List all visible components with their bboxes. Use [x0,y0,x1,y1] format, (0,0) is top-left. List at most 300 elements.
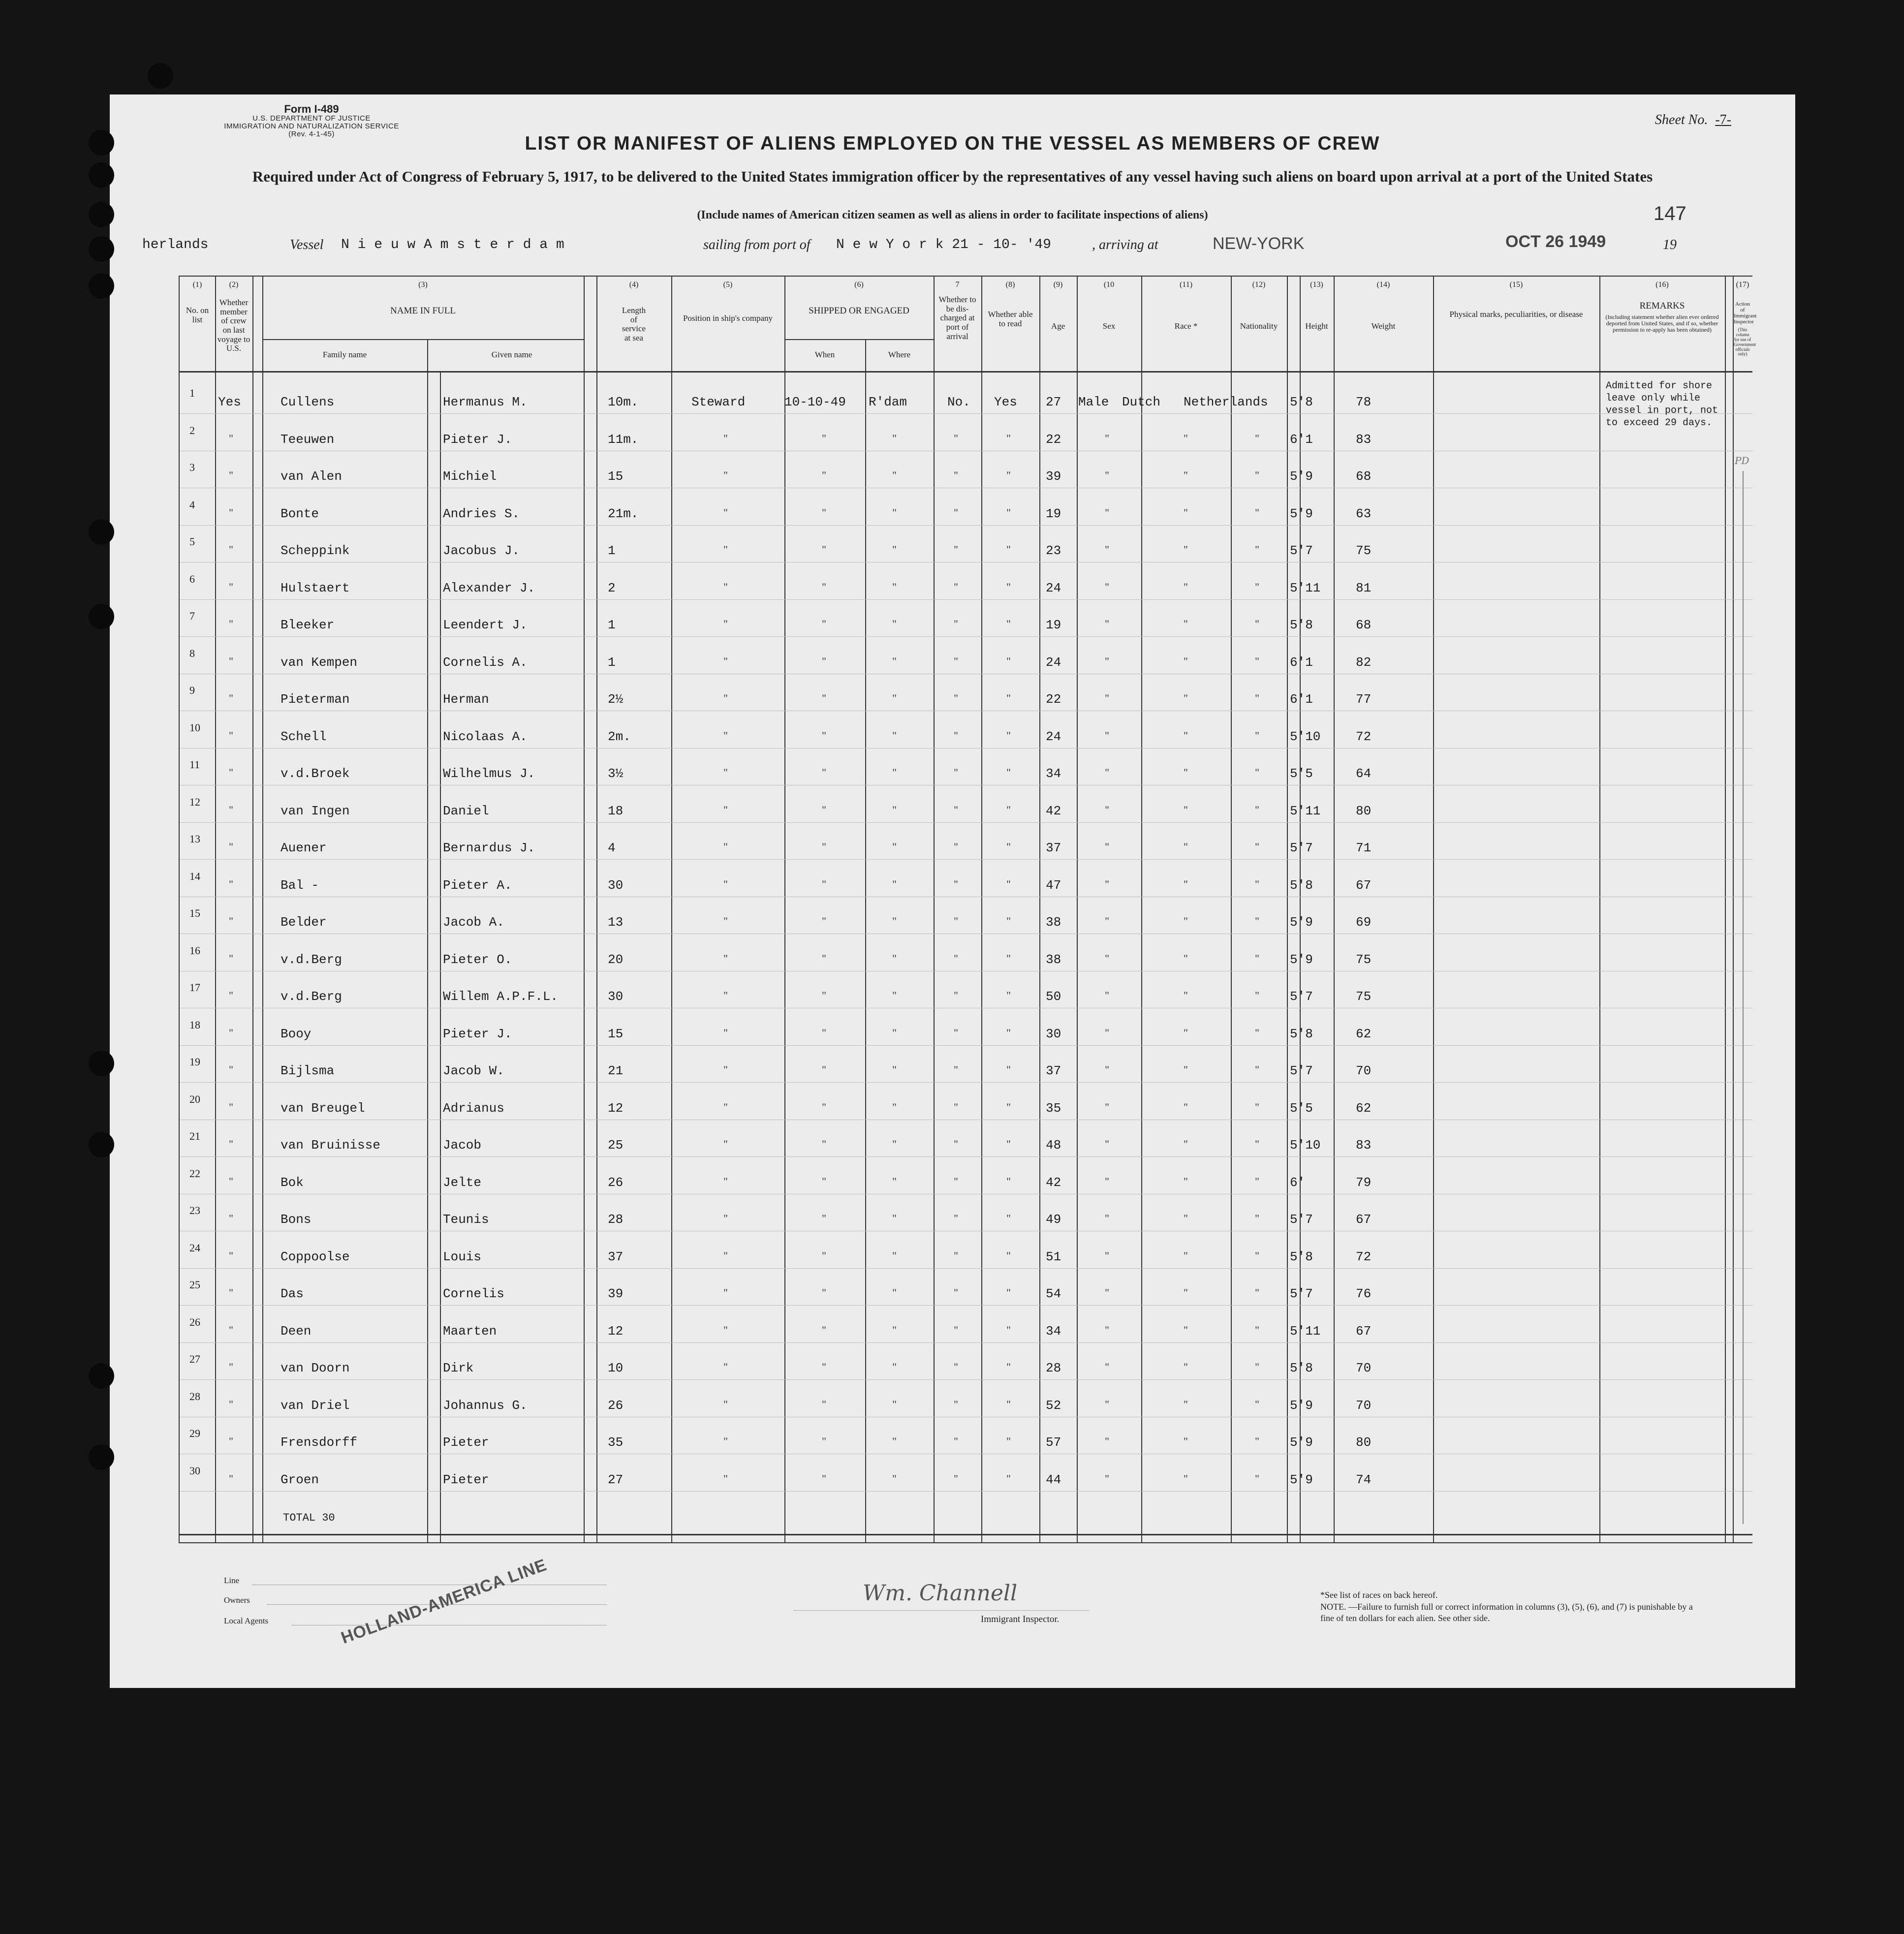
local-agents-label: Local Agents [224,1616,269,1625]
cell-when: " [822,580,826,593]
cell-height: 6'1 [1290,432,1313,447]
cell-race: " [1184,1138,1188,1150]
cell-nationality: " [1255,1063,1259,1076]
cell-read: " [1006,989,1011,1001]
cell-read: " [1006,1398,1011,1410]
cell-service: 4 [608,841,616,855]
penalty-note: NOTE. —Failure to furnish full or correct information in columns (3), (5), (6), and (7) is punishable by a fine of ten dollars for each alien. See other side. [1320,1602,1693,1623]
col8-number: (8) [1005,281,1015,289]
col-divider [1433,277,1434,1542]
cell-discharged: " [954,618,958,630]
cell-no: 15 [189,907,200,919]
cell-given: Michiel [443,469,497,484]
cell-prev: " [229,543,233,556]
cell-race: " [1184,1398,1188,1410]
cell-read: " [1006,1175,1011,1187]
cell-prev: " [229,1063,233,1076]
cell-weight: 72 [1356,1249,1372,1264]
cell-race: " [1184,1063,1188,1076]
row-rule [180,859,1752,860]
arrival-date-stamp: OCT 26 1949 [1505,232,1606,251]
cell-age: 48 [1046,1138,1061,1153]
cell-given: Jacob [443,1138,482,1153]
sheet-number [1655,112,1731,128]
cell-discharged: " [954,1249,958,1262]
col-divider [1287,277,1288,1542]
cell-given: Wilhelmus J. [443,766,535,781]
cell-weight: 80 [1356,1435,1372,1450]
cell-given: Pieter [443,1435,489,1450]
cell-prev: " [229,877,233,890]
cell-height: 5'7 [1290,989,1313,1004]
cell-where: " [892,877,897,890]
cell-when: " [822,1026,826,1039]
cell-when: " [822,766,826,779]
col1-header: No. on list [186,306,209,324]
cell-discharged: " [954,432,958,444]
vessel-line [142,232,1766,257]
cell-when: " [822,1212,826,1224]
cell-service: 30 [608,989,624,1004]
cell-nationality: " [1255,952,1259,965]
cell-where: " [892,1472,897,1485]
col16-note: (Including statement whether alien ever ordered deported from United States, and if so, whether permission to re-apply has been obtained) [1605,313,1719,334]
col17-number: (17) [1736,281,1749,289]
cell-age: 28 [1046,1361,1061,1375]
cell-read: " [1006,803,1011,816]
cell-read: " [1006,729,1011,742]
cell-prev: " [229,1361,233,1373]
sailing-port: N e w Y o r k 21 - 10- '49 [836,237,1051,252]
cell-read: " [1006,1100,1011,1113]
row-rule [180,822,1752,823]
cell-family: Frensdorff [281,1435,358,1450]
cell-sex: " [1105,1323,1109,1336]
cell-family: Auener [281,841,327,855]
punch-hole [148,63,173,89]
cell-discharged: " [954,1398,958,1410]
punch-hole [89,1132,114,1157]
cell-when: " [822,877,826,890]
cell-height: 5'9 [1290,469,1313,484]
cell-service: 13 [608,915,624,930]
cell-sex: " [1105,1361,1109,1373]
cell-service: 1 [608,618,616,632]
cell-read: " [1006,506,1011,519]
cell-weight: 79 [1356,1175,1372,1190]
cell-where: " [892,692,897,704]
cell-height: 5'7 [1290,543,1313,558]
cell-weight: 70 [1356,1398,1372,1413]
cell-position: " [723,618,728,630]
cell-height: 5'7 [1290,841,1313,855]
service-name: IMMIGRATION AND NATURALIZATION SERVICE [224,122,399,130]
cell-race: " [1184,915,1188,927]
cell-service: 26 [608,1175,624,1190]
cell-read: " [1006,1138,1011,1150]
cell-given: Hermanus M. [443,395,528,409]
cell-given: Dirk [443,1361,474,1375]
cell-when: " [822,729,826,742]
cell-discharged: " [954,915,958,927]
col14-header: Weight [1371,321,1396,331]
cell-family: van Driel [281,1398,350,1413]
cell-prev: " [229,655,233,667]
cell-position: " [723,1472,728,1485]
cell-where: " [892,580,897,593]
cell-age: 24 [1046,729,1061,744]
signature-label: Immigrant Inspector. [981,1614,1060,1624]
cell-no: 4 [189,498,195,511]
cell-weight: 78 [1356,395,1372,409]
cell-prev: " [229,1100,233,1113]
cell-no: 22 [189,1167,200,1180]
cell-position: " [723,580,728,593]
row-rule [180,1268,1752,1269]
cell-no: 24 [189,1241,200,1254]
cell-race: " [1184,952,1188,965]
cell-given: Jelte [443,1175,482,1190]
cell-position: " [723,692,728,704]
race-note: *See list of races on back hereof. [1320,1590,1438,1600]
cell-nationality: " [1255,1249,1259,1262]
cell-family: Teeuwen [281,432,335,447]
cell-race: " [1184,506,1188,519]
cell-height: 5'10 [1290,1138,1321,1153]
cell-nationality: " [1255,506,1259,519]
cell-race: " [1184,1435,1188,1447]
cell-given: Nicolaas A. [443,729,528,744]
row-rule [180,748,1752,749]
col14-number: (14) [1376,281,1390,289]
cell-weight: 77 [1356,692,1372,707]
cell-race: " [1184,877,1188,890]
col-divider [784,277,785,1542]
cell-when: " [822,1286,826,1299]
cell-race: " [1184,1323,1188,1336]
col3-number: (3) [418,281,428,289]
cell-height: 5'11 [1290,803,1321,818]
col15-number: (15) [1509,281,1523,289]
col11-number: (11) [1179,281,1193,289]
punch-hole [89,1363,114,1389]
col10-header: Sex [1102,321,1116,331]
cell-no: 25 [189,1279,200,1291]
cell-sex: " [1105,1026,1109,1039]
page-number: 147 [1654,203,1686,224]
cell-sex: " [1105,1249,1109,1262]
cell-given: Johannus G. [443,1398,528,1413]
cell-position: " [723,1249,728,1262]
col16-number: (16) [1655,281,1669,289]
document-title: LIST OR MANIFEST OF ALIENS EMPLOYED ON THE VESSEL AS MEMBERS OF CREW [525,133,1380,154]
cell-when: " [822,432,826,444]
cell-weight: 68 [1356,618,1372,632]
cell-age: 50 [1046,989,1061,1004]
cell-prev: " [229,432,233,444]
cell-weight: 67 [1356,877,1372,893]
cell-height: 5'9 [1290,952,1313,967]
cell-sex: " [1105,1286,1109,1299]
cell-where: " [892,1435,897,1447]
cell-discharged: " [954,1435,958,1447]
cell-service: 15 [608,469,624,484]
cell-discharged: " [954,1063,958,1076]
punch-hole [89,273,114,299]
cell-height: 5'9 [1290,915,1313,930]
cell-age: 38 [1046,915,1061,930]
cell-no: 21 [189,1130,200,1142]
cell-weight: 81 [1356,580,1372,595]
col-divider [1231,277,1232,1542]
name-subheader-line [262,339,584,340]
cell-weight: 62 [1356,1026,1372,1041]
cell-read: " [1006,1472,1011,1485]
cell-age: 42 [1046,803,1061,818]
col-divider [584,277,585,1542]
cell-nationality: " [1255,1435,1259,1447]
form-number: Form I-489 [284,103,339,115]
cell-position: " [723,506,728,519]
cell-weight: 67 [1356,1212,1372,1227]
header-divider [180,371,1752,373]
col11-header: Race * [1174,321,1198,331]
cell-discharged: " [954,1286,958,1299]
cell-discharged: " [954,952,958,965]
cell-sex: " [1105,1063,1109,1076]
cell-prev: " [229,618,233,630]
cell-family: Schell [281,729,327,744]
cell-given: Jacob W. [443,1063,504,1078]
cell-discharged: " [954,1472,958,1485]
cell-position: Steward [691,395,746,409]
cell-discharged: " [954,989,958,1001]
cell-where: " [892,803,897,816]
cell-no: 27 [189,1353,200,1365]
col5-number: (5) [723,281,733,289]
cell-family: Hulstaert [281,580,350,595]
holland-america-stamp: HOLLAND-AMERICA LINE [339,1555,550,1648]
cell-height: 5'5 [1290,766,1313,781]
cell-height: 5'7 [1290,1212,1313,1227]
cell-sex: " [1105,952,1109,965]
cell-service: 26 [608,1398,624,1413]
shipped-subheader-line [784,339,934,340]
col-divider [1039,277,1040,1542]
cell-prev: " [229,692,233,704]
cell-nationality: " [1255,1398,1259,1410]
col-divider [981,277,982,1542]
cell-height: 5'8 [1290,877,1313,893]
cell-sex: " [1105,989,1109,1001]
cell-where: " [892,1323,897,1336]
cell-prev: " [229,1286,233,1299]
cell-height: 5'8 [1290,395,1313,409]
cell-family: Bijlsma [281,1063,335,1078]
cell-prev: " [229,1138,233,1150]
col15-header: Physical marks, peculiarities, or disease [1449,310,1583,319]
cell-weight: 68 [1356,469,1372,484]
cell-age: 34 [1046,1323,1061,1339]
cell-family: Belder [281,915,327,930]
cell-where: " [892,1138,897,1150]
manifest-footer [110,1556,1795,1684]
cell-family: van Bruinisse [281,1138,380,1153]
col-divider [1599,277,1600,1542]
cell-when: " [822,506,826,519]
cell-sex: " [1105,729,1109,742]
cell-where: " [892,655,897,667]
line-label: Line [224,1576,240,1585]
cell-height: 5'9 [1290,1398,1313,1413]
cell-sex: Male [1078,395,1109,409]
cell-sex: " [1105,618,1109,630]
cell-when: " [822,1398,826,1410]
col-divider [934,277,935,1542]
cell-prev: " [229,1249,233,1262]
cell-position: " [723,915,728,927]
cell-where: " [892,543,897,556]
col6-header: SHIPPED OR ENGAGED [809,306,909,316]
cell-sex: " [1105,1472,1109,1485]
cell-age: 22 [1046,692,1061,707]
cell-where: " [892,766,897,779]
cell-service: 20 [608,952,624,967]
cell-position: " [723,1398,728,1410]
row-rule [180,413,1752,414]
cell-height: 5'9 [1290,1472,1313,1487]
cell-height: 5'10 [1290,729,1321,744]
cell-no: 26 [189,1315,200,1328]
cell-when: " [822,692,826,704]
cell-position: " [723,432,728,444]
cell-service: 2 [608,580,616,595]
cell-family: van Doorn [281,1361,350,1375]
cell-family: Cullens [281,395,335,409]
cell-weight: 62 [1356,1100,1372,1116]
cell-height: 5'11 [1290,580,1321,595]
cell-height: 5'9 [1290,506,1313,521]
cell-no: 18 [189,1018,200,1031]
form-revision: (Rev. 4-1-45) [288,129,335,138]
cell-read: " [1006,432,1011,444]
col7-number: 7 [955,281,960,289]
cell-no: 10 [189,721,200,734]
cell-read: " [1006,1361,1011,1373]
cell-given: Teunis [443,1212,489,1227]
cell-age: 35 [1046,1100,1061,1116]
col4-number: (4) [629,281,639,289]
signature-rule [794,1610,1089,1611]
cell-height: 5'8 [1290,618,1313,632]
cell-no: 28 [189,1390,200,1403]
col-divider [215,277,216,1542]
cell-read: " [1006,692,1011,704]
cell-position: " [723,655,728,667]
owners-label: Owners [224,1595,250,1605]
cell-nationality: " [1255,766,1259,779]
cell-sex: " [1105,1138,1109,1150]
cell-no: 30 [189,1464,200,1477]
punch-hole [89,1051,114,1076]
cell-service: 2m. [608,729,631,744]
cell-given: Daniel [443,803,489,818]
cell-no: 23 [189,1204,200,1217]
cell-race: " [1184,618,1188,630]
cell-when: " [822,1063,826,1076]
cell-discharged: " [954,729,958,742]
cell-given: Jacob A. [443,915,504,930]
cell-age: 39 [1046,469,1061,484]
row-rule [180,1156,1752,1157]
cell-discharged: " [954,803,958,816]
cell-sex: " [1105,841,1109,853]
col-divider [252,277,253,1542]
cell-nationality: Netherlands [1184,395,1268,409]
col-divider [262,277,263,1542]
crew-table [179,276,1757,1543]
cell-service: 10m. [608,395,639,409]
col-divider [865,339,866,1542]
cell-read: " [1006,877,1011,890]
row-rule [180,1305,1752,1306]
cell-when: " [822,618,826,630]
document-instruction: (Include names of American citizen seamen as well as aliens in order to facilitate inspections of aliens) [697,209,1208,221]
cell-given: Alexander J. [443,580,535,595]
cell-height: 5'8 [1290,1026,1313,1041]
punch-hole [89,519,114,545]
cell-race: " [1184,1212,1188,1224]
cell-weight: 76 [1356,1286,1372,1301]
cell-when: " [822,841,826,853]
col9-number: (9) [1053,281,1063,289]
cell-given: Cornelis [443,1286,504,1301]
cell-service: 1 [608,543,616,558]
cell-read: " [1006,618,1011,630]
cell-when: " [822,543,826,556]
cell-given: Leendert J. [443,618,528,632]
cell-race: " [1184,803,1188,816]
arriving-label: , arriving at [1092,237,1158,252]
cell-sex: " [1105,1435,1109,1447]
col5-header: Position in ship's company [683,313,773,323]
cell-discharged: " [954,469,958,481]
cell-prev: " [229,1435,233,1447]
cell-when: 10-10-49 [784,395,846,409]
cell-age: 44 [1046,1472,1061,1487]
cell-race: " [1184,1100,1188,1113]
inspector-initials: PD [1735,455,1749,467]
sheet-number-value: -7- [1715,112,1731,127]
cell-read: " [1006,1212,1011,1224]
cell-where: " [892,1063,897,1076]
cell-no: 19 [189,1056,200,1068]
cell-prev: " [229,506,233,519]
cell-family: van Ingen [281,803,350,818]
cell-nationality: " [1255,915,1259,927]
cell-where: R'dam [869,395,907,409]
cell-read: " [1006,1435,1011,1447]
cell-weight: 75 [1356,952,1372,967]
cell-where: " [892,1026,897,1039]
cell-no: 29 [189,1427,200,1439]
cell-family: Coppoolse [281,1249,350,1264]
cell-prev: " [229,1398,233,1410]
cell-where: " [892,989,897,1001]
vessel-label: Vessel [290,237,324,252]
cell-prev: " [229,952,233,965]
cell-race: " [1184,1361,1188,1373]
